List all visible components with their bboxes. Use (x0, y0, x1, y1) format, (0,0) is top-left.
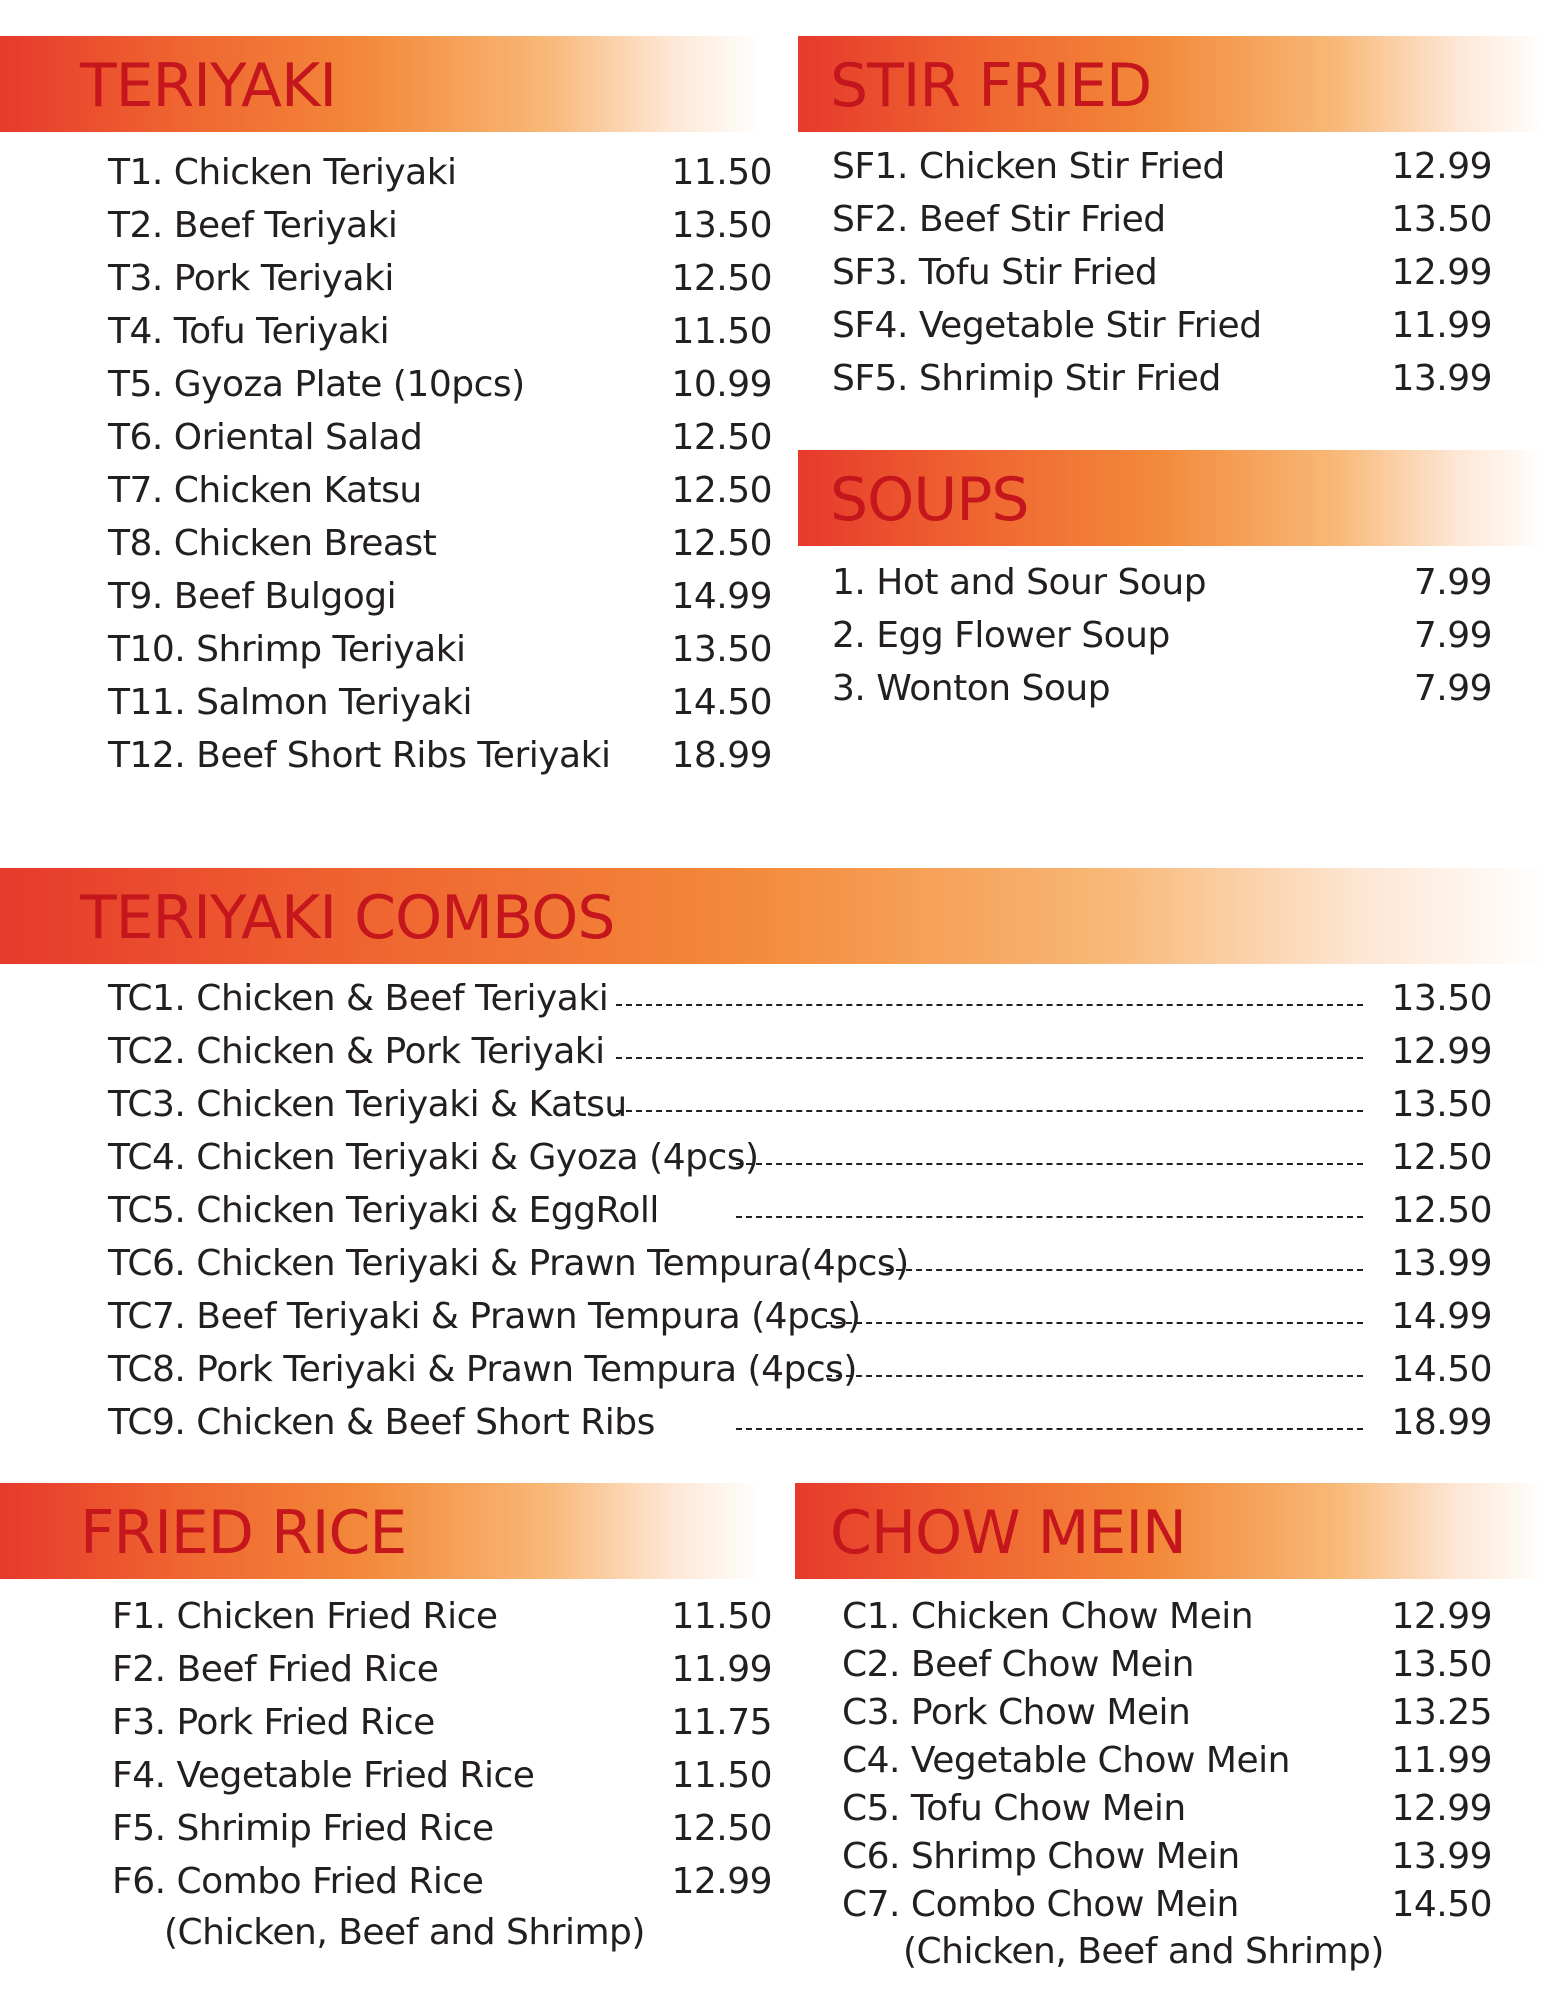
chow-mein-item (842, 1592, 1492, 1642)
teriyaki-item (108, 148, 772, 198)
teriyaki-item-name: T8. Chicken Breast (108, 523, 437, 564)
teriyaki-item-name: T3. Pork Teriyaki (108, 258, 394, 299)
teriyaki-item-name: T1. Chicken Teriyaki (108, 152, 457, 193)
chow-mein-item-name: C3. Pork Chow Mein (842, 1692, 1191, 1733)
teriyaki-item-name: T12. Beef Short Ribs Teriyaki (108, 735, 611, 776)
stir-fried-item (832, 301, 1492, 351)
teriyaki-item (108, 625, 772, 675)
fried-rice-item (112, 1592, 772, 1642)
chow-mein-item-price: 13.25 (1391, 1692, 1492, 1733)
soups-item (832, 558, 1492, 608)
chow-mein-item-price: 13.50 (1391, 1644, 1492, 1685)
soups-item-name: 2. Egg Flower Soup (832, 615, 1170, 656)
teriyaki-item (108, 413, 772, 463)
teriyaki-item (108, 360, 772, 410)
teriyaki-item-price: 11.50 (671, 311, 772, 352)
teriyaki-title: TERIYAKI (80, 51, 337, 121)
fried-rice-item (112, 1698, 772, 1748)
stir-fried-item (832, 354, 1492, 404)
teriyaki-item-price: 13.50 (671, 205, 772, 246)
teriyaki-item (108, 254, 772, 304)
fried-rice-item-name: F2. Beef Fried Rice (112, 1649, 439, 1690)
teriyaki-item-name: T6. Oriental Salad (108, 417, 423, 458)
teriyaki-item-name: T7. Chicken Katsu (108, 470, 422, 511)
dotted-leader (616, 1057, 1363, 1059)
teriyaki-item-name: T5. Gyoza Plate (10pcs) (108, 364, 525, 405)
teriyaki-item-name: T10. Shrimp Teriyaki (108, 629, 466, 670)
fried-rice-item (112, 1804, 772, 1854)
stir-fried-item-name: SF4. Vegetable Stir Fried (832, 305, 1262, 346)
soups-item-name: 3. Wonton Soup (832, 668, 1111, 709)
chow-mein-item-name: C2. Beef Chow Mein (842, 1644, 1194, 1685)
teriyaki-item-price: 12.50 (671, 470, 772, 511)
teriyaki-item-price: 10.99 (671, 364, 772, 405)
fried-rice-item (112, 1857, 772, 1907)
chow-mein-header (795, 1483, 1545, 1579)
chow-mein-item (842, 1736, 1492, 1786)
stir-fried-item-price: 13.99 (1391, 358, 1492, 399)
teriyaki-combos-item-name: TC3. Chicken Teriyaki & Katsu (108, 1084, 627, 1125)
stir-fried-item-name: SF1. Chicken Stir Fried (832, 146, 1225, 187)
teriyaki-combos-title: TERIYAKI COMBOS (80, 883, 615, 953)
dotted-leader (826, 1322, 1363, 1324)
fried-rice-item-name: F6. Combo Fried Rice (112, 1861, 484, 1902)
teriyaki-combos-item-price: 13.50 (1391, 978, 1492, 1019)
soups-item (832, 664, 1492, 714)
chow-mein-item-name: C7. Combo Chow Mein (842, 1884, 1239, 1925)
chow-mein-item-price: 12.99 (1391, 1788, 1492, 1829)
teriyaki-combos-item-price: 12.50 (1391, 1137, 1492, 1178)
chow-mein-item (842, 1784, 1492, 1834)
fried-rice-title: FRIED RICE (80, 1498, 407, 1568)
fried-rice-item (112, 1751, 772, 1801)
fried-rice-item-name: F1. Chicken Fried Rice (112, 1596, 498, 1637)
dotted-leader (616, 1004, 1363, 1006)
soups-item-price: 7.99 (1413, 615, 1492, 656)
teriyaki-combos-item-price: 12.99 (1391, 1031, 1492, 1072)
teriyaki-item (108, 519, 772, 569)
chow-mein-item (842, 1832, 1492, 1882)
teriyaki-item (108, 466, 772, 516)
fried-rice-note: (Chicken, Beef and Shrimp) (164, 1912, 645, 1953)
teriyaki-combos-item-name: TC2. Chicken & Pork Teriyaki (108, 1031, 605, 1072)
chow-mein-item-name: C1. Chicken Chow Mein (842, 1596, 1254, 1637)
teriyaki-combos-item-name: TC9. Chicken & Beef Short Ribs (108, 1402, 655, 1443)
teriyaki-combos-item-price: 18.99 (1391, 1402, 1492, 1443)
teriyaki-combos-item (108, 974, 1492, 1024)
stir-fried-item-name: SF2. Beef Stir Fried (832, 199, 1166, 240)
soups-title: SOUPS (830, 465, 1029, 535)
soups-header (798, 450, 1545, 546)
teriyaki-combos-item-name: TC1. Chicken & Beef Teriyaki (108, 978, 609, 1019)
soups-item-price: 7.99 (1413, 668, 1492, 709)
chow-mein-item-name: C5. Tofu Chow Mein (842, 1788, 1186, 1829)
teriyaki-header (0, 36, 760, 132)
teriyaki-combos-item-name: TC4. Chicken Teriyaki & Gyoza (4pcs) (108, 1137, 759, 1178)
chow-mein-item-name: C4. Vegetable Chow Mein (842, 1740, 1290, 1781)
chow-mein-item-price: 11.99 (1391, 1740, 1492, 1781)
stir-fried-item-name: SF5. Shrimip Stir Fried (832, 358, 1221, 399)
teriyaki-item-price: 11.50 (671, 152, 772, 193)
chow-mein-item-price: 14.50 (1391, 1884, 1492, 1925)
teriyaki-combos-item (108, 1398, 1492, 1448)
teriyaki-combos-item-name: TC7. Beef Teriyaki & Prawn Tempura (4pcs) (108, 1296, 861, 1337)
fried-rice-item-name: F3. Pork Fried Rice (112, 1702, 435, 1743)
stir-fried-item-name: SF3. Tofu Stir Fried (832, 252, 1158, 293)
teriyaki-item-name: T2. Beef Teriyaki (108, 205, 398, 246)
stir-fried-item (832, 195, 1492, 245)
chow-mein-item (842, 1688, 1492, 1738)
stir-fried-item (832, 248, 1492, 298)
teriyaki-combos-item (108, 1186, 1492, 1236)
teriyaki-item (108, 572, 772, 622)
teriyaki-item (108, 678, 772, 728)
teriyaki-item-price: 14.50 (671, 682, 772, 723)
teriyaki-item-price: 12.50 (671, 523, 772, 564)
teriyaki-combos-item (108, 1027, 1492, 1077)
teriyaki-combos-item (108, 1345, 1492, 1395)
teriyaki-item-name: T4. Tofu Teriyaki (108, 311, 390, 352)
fried-rice-item-price: 12.50 (671, 1808, 772, 1849)
teriyaki-item-price: 13.50 (671, 629, 772, 670)
soups-item-name: 1. Hot and Sour Soup (832, 562, 1207, 603)
teriyaki-item (108, 307, 772, 357)
teriyaki-combos-item-name: TC5. Chicken Teriyaki & EggRoll (108, 1190, 659, 1231)
dotted-leader (736, 1428, 1363, 1430)
soups-item-price: 7.99 (1413, 562, 1492, 603)
teriyaki-combos-header (0, 868, 1545, 964)
fried-rice-item-price: 11.75 (671, 1702, 772, 1743)
stir-fried-header (798, 36, 1545, 132)
stir-fried-item-price: 12.99 (1391, 252, 1492, 293)
dotted-leader (736, 1163, 1363, 1165)
fried-rice-item-name: F4. Vegetable Fried Rice (112, 1755, 535, 1796)
stir-fried-item (832, 142, 1492, 192)
teriyaki-combos-item-price: 14.99 (1391, 1296, 1492, 1337)
teriyaki-item-price: 14.99 (671, 576, 772, 617)
fried-rice-item-price: 11.50 (671, 1596, 772, 1637)
teriyaki-combos-item-price: 14.50 (1391, 1349, 1492, 1390)
teriyaki-item (108, 201, 772, 251)
fried-rice-item-price: 12.99 (671, 1861, 772, 1902)
chow-mein-note: (Chicken, Beef and Shrimp) (903, 1931, 1384, 1972)
chow-mein-item (842, 1640, 1492, 1690)
dotted-leader (826, 1375, 1363, 1377)
teriyaki-combos-item (108, 1239, 1492, 1289)
stir-fried-item-price: 12.99 (1391, 146, 1492, 187)
fried-rice-item (112, 1645, 772, 1695)
chow-mein-item-name: C6. Shrimp Chow Mein (842, 1836, 1240, 1877)
teriyaki-item-price: 18.99 (671, 735, 772, 776)
soups-item (832, 611, 1492, 661)
fried-rice-header (0, 1483, 760, 1579)
stir-fried-item-price: 13.50 (1391, 199, 1492, 240)
dotted-leader (616, 1110, 1363, 1112)
teriyaki-item-name: T9. Beef Bulgogi (108, 576, 397, 617)
teriyaki-item-price: 12.50 (671, 258, 772, 299)
teriyaki-combos-item (108, 1292, 1492, 1342)
chow-mein-item-price: 13.99 (1391, 1836, 1492, 1877)
teriyaki-combos-item-name: TC6. Chicken Teriyaki & Prawn Tempura(4pcs) (108, 1243, 909, 1284)
chow-mein-title: CHOW MEIN (830, 1498, 1186, 1568)
dotted-leader (886, 1269, 1363, 1271)
chow-mein-item (842, 1880, 1492, 1930)
teriyaki-combos-item-name: TC8. Pork Teriyaki & Prawn Tempura (4pcs) (108, 1349, 857, 1390)
teriyaki-combos-item-price: 13.99 (1391, 1243, 1492, 1284)
teriyaki-combos-item (108, 1080, 1492, 1130)
dotted-leader (736, 1216, 1363, 1218)
teriyaki-combos-item-price: 12.50 (1391, 1190, 1492, 1231)
stir-fried-item-price: 11.99 (1391, 305, 1492, 346)
chow-mein-item-price: 12.99 (1391, 1596, 1492, 1637)
fried-rice-item-price: 11.99 (671, 1649, 772, 1690)
teriyaki-item-price: 12.50 (671, 417, 772, 458)
stir-fried-title: STIR FRIED (830, 51, 1152, 121)
fried-rice-item-name: F5. Shrimip Fried Rice (112, 1808, 494, 1849)
teriyaki-item (108, 731, 772, 781)
teriyaki-combos-item-price: 13.50 (1391, 1084, 1492, 1125)
teriyaki-item-name: T11. Salmon Teriyaki (108, 682, 472, 723)
teriyaki-combos-item (108, 1133, 1492, 1183)
fried-rice-item-price: 11.50 (671, 1755, 772, 1796)
